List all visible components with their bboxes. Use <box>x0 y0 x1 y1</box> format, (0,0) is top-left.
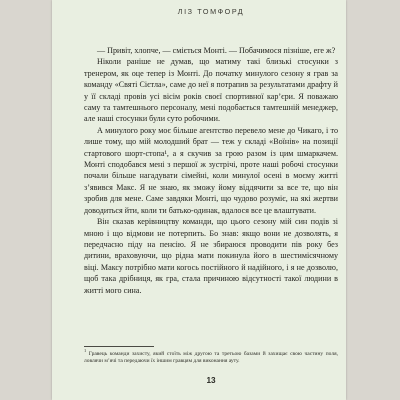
running-head: ЛІЗ ТОМФОРД <box>177 7 245 16</box>
body-text <box>84 45 338 296</box>
footnote <box>84 348 338 365</box>
paragraph: Він сказав керівництву команди, що цього сезону мій син подів зі мною і що відмови не потерпить. Бо знав: якщо вони не дозволять, я передчасно піду на пенсію. Я не збираюся проводити пів року без дитини, враховуючи, що рідна мати покинула його в шестимісячному віці. Максу потрібно мати когось постійного й надійного, і я не дозволю, щоб така дрібниця, як гра, стала причиною відсутності такої людини в житті мого сина. <box>84 217 338 295</box>
footnote-mark: 1 <box>84 348 87 354</box>
footnote-text: Гравець команди захисту, який стоїть між другою та третьою базами й захищає свою частину поля, ловлячи м’ячі та передаючи їх іншим гравцям для виконання ауту. <box>84 351 338 365</box>
footnote-divider <box>84 346 154 347</box>
paragraph: — Привіт, хлопче, — сміється Монті. — Побачимося пізніше, еге ж? <box>97 46 336 55</box>
paragraph: А минулого року моє більше агентство перевело мене до Чикаго, і то лише тому, що мій молодший брат — теж у складі «Воїнів» на позиції стартового шорт-стопа¹, а я скучив за грою разом із цим шмаркачем. Монті сподобався мені з першої ж зустрічі, проте наші робочі стосунки почали більше нагадувати сімейні, коли минулої осені в моєму житті з’явився Макс. Я не знаю, як зможу йому віддячити за все те, що він зробив для мене. Саме завдяки Монті, що чудово розуміє, на які жертви доводиться йти, коли ти батько-одинак, вдалося все це влаштувати. <box>84 125 338 215</box>
paragraph: Ніколи раніше не думав, що матиму такі близькі стосунки з тренером, як оце тепер із Монті. До початку минулого сезону я грав за команду «Святі Сієтла», саме до неї я потрапив за результатами драфту й у її складі провів усі вісім років своєї спортивної кар’єри. Я поважаю саму та тамтешнього персоналу, мені подобається тамтешній менеджер, але наші стосунки були суто робочими. <box>84 57 338 124</box>
page-number: 13 <box>206 376 216 385</box>
